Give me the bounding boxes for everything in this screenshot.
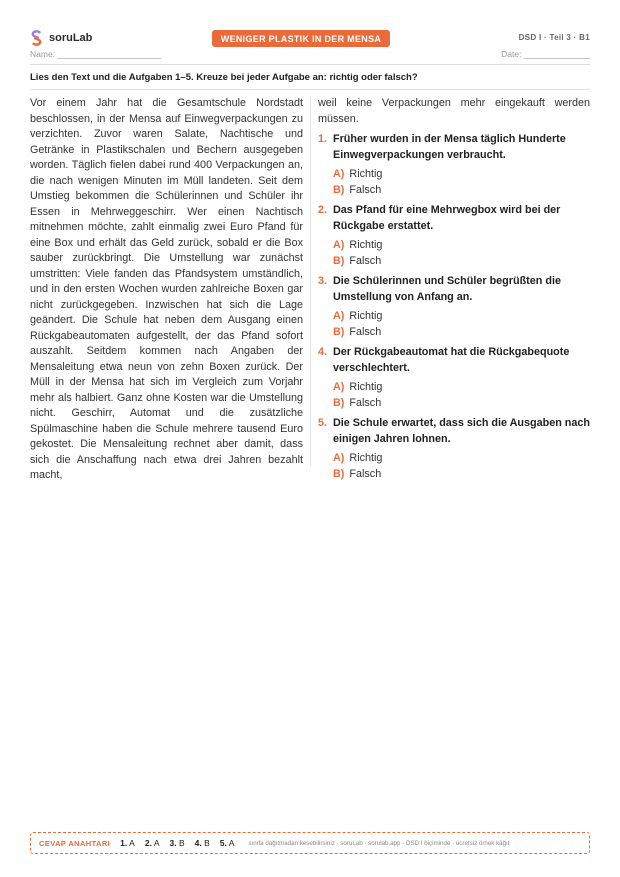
question-number: 5. bbox=[318, 417, 328, 429]
answer-value: B bbox=[204, 838, 210, 848]
option-letter: B) bbox=[333, 183, 345, 196]
answer-value: A bbox=[228, 838, 235, 848]
option-b[interactable] bbox=[333, 325, 590, 341]
option-b[interactable] bbox=[333, 467, 590, 483]
name-field: Name: ______________________ bbox=[30, 49, 162, 59]
question-text: Das Pfand für eine Mehrwegbox wird bei der Rückgabe erstattet. bbox=[333, 204, 561, 232]
option-letter: A) bbox=[333, 310, 345, 322]
question-text: Die Schule erwartet, dass sich die Ausgaben nach einigen Jahren lohnen. bbox=[333, 417, 591, 445]
option-letter: A) bbox=[333, 168, 345, 180]
option-label: Falsch bbox=[349, 183, 382, 196]
option-label: Falsch bbox=[349, 325, 382, 338]
answer-key-label: CEVAP ANAHTARI bbox=[39, 838, 111, 848]
worksheet-title: WENIGER PLASTIK IN DER MENSA bbox=[212, 30, 390, 47]
brand-logo bbox=[30, 30, 92, 46]
question-text: Die Schülerinnen und Schüler begrüßten die Umstellung von Anfang an. bbox=[333, 275, 561, 303]
question-3 bbox=[318, 274, 590, 340]
answer-key-item bbox=[220, 838, 235, 848]
task-instruction: Lies den Text und die Aufgaben 1–5. Kreuze bei jeder Aufgabe an: richtig oder falsch? bbox=[30, 72, 418, 83]
header-divider bbox=[30, 64, 590, 65]
question-text: Früher wurden in der Mensa täglich Hunderte Einwegverpackungen verbraucht. bbox=[333, 133, 566, 161]
question-1 bbox=[318, 132, 590, 198]
exam-level: DSD I · Teil 3 · B1 bbox=[518, 33, 590, 42]
answer-key-item bbox=[170, 838, 185, 848]
answer-key-item bbox=[120, 838, 135, 848]
answer-number: 5. bbox=[219, 838, 227, 848]
question-number: 3. bbox=[318, 275, 328, 287]
answer-number: 2. bbox=[144, 838, 152, 848]
question-number: 4. bbox=[318, 346, 328, 358]
answer-value: B bbox=[178, 838, 185, 848]
option-label: Richtig bbox=[349, 452, 383, 464]
option-letter: B) bbox=[333, 396, 345, 409]
option-label: Falsch bbox=[349, 254, 382, 267]
option-label: Richtig bbox=[349, 310, 383, 322]
question-number: 2. bbox=[318, 204, 328, 216]
option-letter: A) bbox=[333, 381, 345, 393]
option-a[interactable] bbox=[333, 309, 590, 325]
date-field: Date: ______________ bbox=[501, 49, 590, 59]
option-a[interactable] bbox=[333, 238, 590, 254]
answer-number: 1. bbox=[120, 838, 128, 848]
question-2 bbox=[318, 203, 590, 269]
option-label: Richtig bbox=[349, 168, 383, 180]
answer-key bbox=[30, 832, 590, 854]
question-5 bbox=[318, 416, 590, 482]
option-a[interactable] bbox=[333, 380, 590, 396]
reading-text-right: weil keine Verpackungen mehr eingekauft werden müssen. bbox=[318, 97, 590, 125]
option-b[interactable] bbox=[333, 396, 590, 412]
answer-number: 4. bbox=[194, 838, 202, 848]
option-letter: B) bbox=[333, 325, 345, 338]
option-label: Falsch bbox=[349, 396, 382, 409]
question-4 bbox=[318, 345, 590, 411]
brand-name: soruLab bbox=[49, 32, 93, 44]
reading-text-left: Vor einem Jahr hat die Gesamtschule Nordstadt beschlossen, in der Mensa auf Einwegverpackungen zu verzichten. Zuvor waren Salate, Nachtische und Getränke in Plastikschalen und Bechern ausgegeben worden. Täglich fielen dabei rund 400 Verpackungen an, die nach wenigen Minuten im Müll landeten. Seit dem Umstieg bekommen die Schülerinnen und Schüler ihr Essen in Mehrweggeschirr. Wer einen Nachtisch mitnehmen möchte, zahlt einmalig zwei Euro Pfand für eine Box und erhält das Geld zurück, sobald er die Box sauber zurückbringt. Die Umstellung war zunächst umstritten: Viele fanden das Pfandsystem umständlich, und in den ersten Wochen wurden zahlreiche Boxen gar nicht zurückgegeben. Inzwischen hat sich die Lage geändert. Die Schule hat neben dem Ausgang einen Rückgabeautomaten aufgestellt, der das Pfand sofort auszahlt. Seitdem kommen nach Angaben der Mensaleitung etwa neun von zehn Boxen zurück. Der Müll in der Mensa hat sich im Vergleich zum Vorjahr mehr als halbiert. Ganz ohne Kosten war die Umstellung nicht. Geschirr, Automat und die zusätzliche Spülmaschine haben die Schule mehrere tausend Euro gekostet. Die Mensaleitung rechnet aber damit, dass sich die Anschaffung nach etwa drei Jahren bezahlt macht, bbox=[30, 97, 303, 481]
footer-note: sınıfa dağıtmadan kesebilirsiniz · soruLab · sorulab.app · DSD I biçiminde · ücretsiz örnek kâğıt bbox=[248, 839, 510, 847]
answer-key-item bbox=[195, 838, 210, 848]
option-letter: A) bbox=[333, 239, 345, 251]
option-a[interactable] bbox=[333, 451, 590, 467]
option-letter: A) bbox=[333, 452, 345, 464]
option-b[interactable] bbox=[333, 254, 590, 270]
answer-value: A bbox=[129, 838, 135, 848]
sorulab-logo-icon bbox=[30, 30, 43, 46]
answer-value: A bbox=[153, 838, 160, 848]
option-letter: B) bbox=[333, 467, 345, 480]
answer-key-item bbox=[145, 838, 160, 848]
right-column bbox=[318, 96, 590, 482]
option-label: Falsch bbox=[349, 467, 382, 480]
page-header bbox=[30, 30, 590, 64]
option-label: Richtig bbox=[349, 381, 383, 393]
column-divider bbox=[310, 96, 311, 466]
option-b[interactable] bbox=[333, 183, 590, 199]
answer-number: 3. bbox=[169, 838, 177, 848]
option-letter: B) bbox=[333, 254, 345, 267]
question-number: 1. bbox=[318, 133, 328, 145]
option-label: Richtig bbox=[349, 239, 383, 251]
question-text: Der Rückgabeautomat hat die Rückgabequote verschlechtert. bbox=[333, 346, 570, 374]
instruction-divider bbox=[30, 89, 590, 90]
option-a[interactable] bbox=[333, 167, 590, 183]
